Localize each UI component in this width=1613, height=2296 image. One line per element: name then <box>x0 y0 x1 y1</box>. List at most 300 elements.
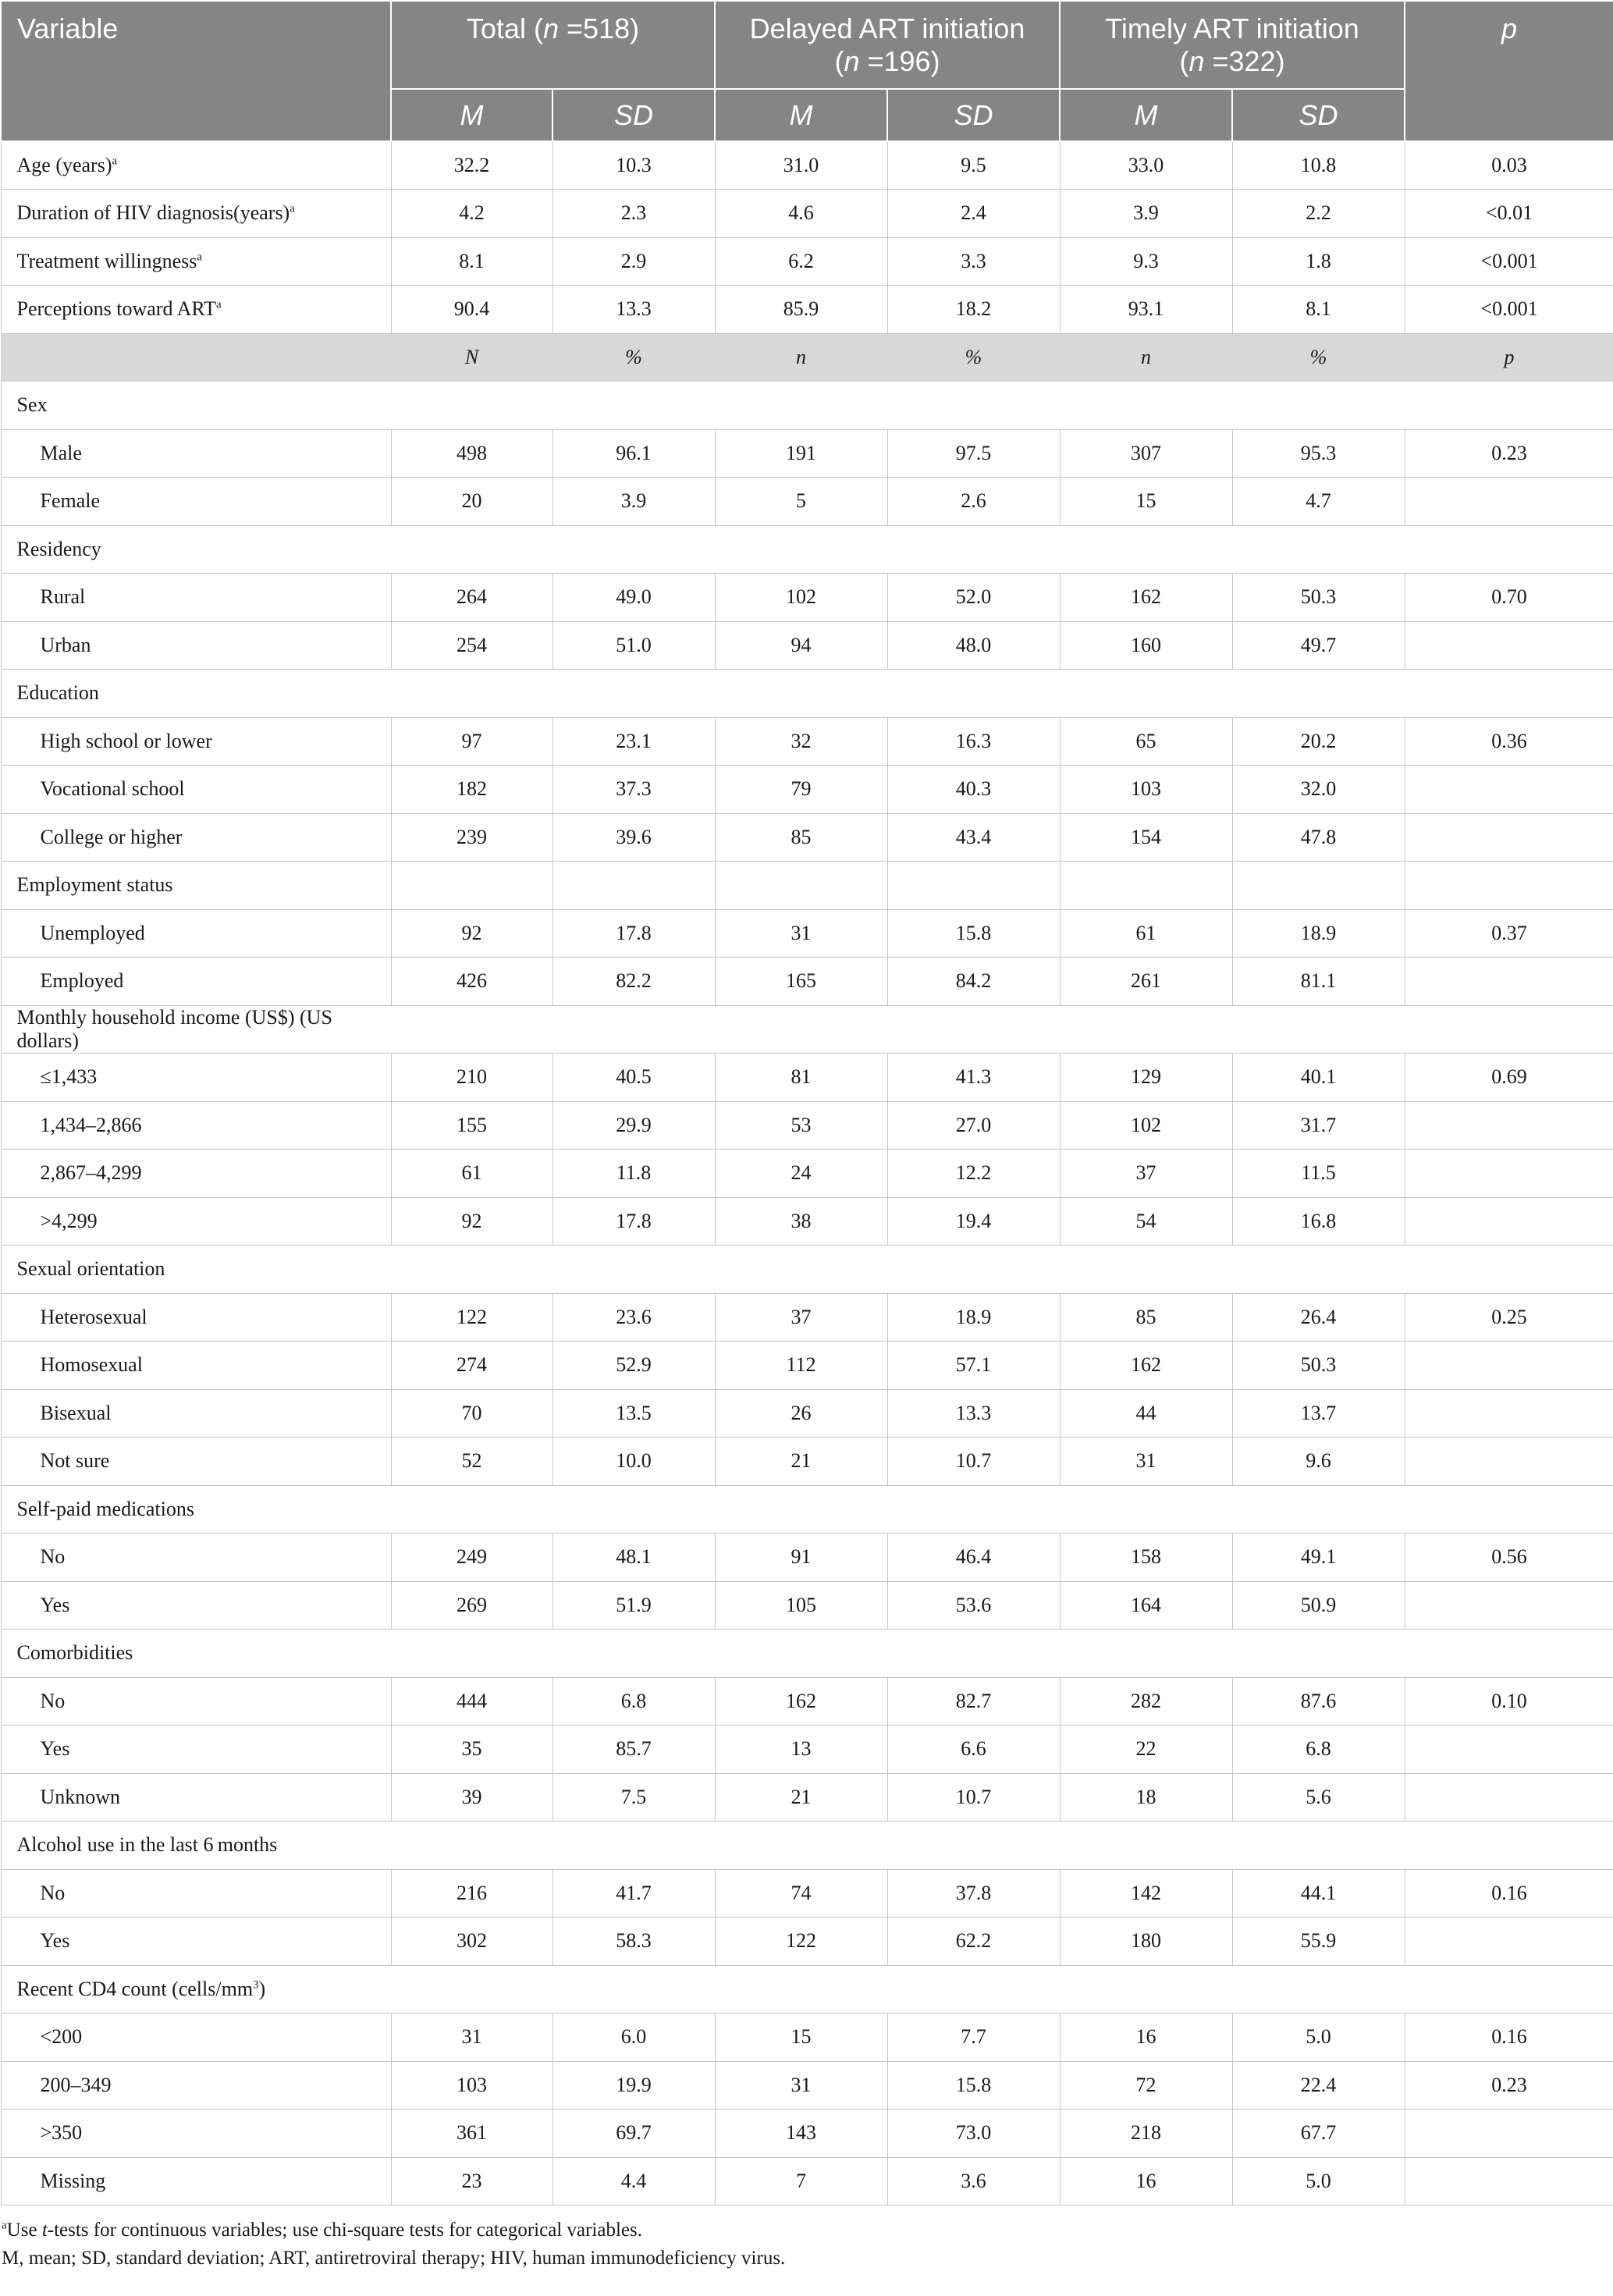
table-row <box>1 766 1613 814</box>
section-empty-cell <box>1405 670 1613 718</box>
cell-delayed-n: 37 <box>715 1293 887 1342</box>
row-label: Urban <box>1 621 391 670</box>
cell-timely-pct: 6.8 <box>1232 1726 1405 1774</box>
table-row <box>1 190 1613 238</box>
cell-timely-sd: 10.8 <box>1232 141 1405 190</box>
cell-total-n: 239 <box>391 813 552 862</box>
section-empty-cell <box>715 1005 887 1054</box>
cell-timely-pct: 26.4 <box>1232 1293 1405 1342</box>
section-empty-cell <box>1060 1822 1232 1870</box>
header-timely: Timely ART initiation (n =322) <box>1060 1 1405 89</box>
subheader-total-n: N <box>391 333 552 382</box>
section-empty-cell <box>552 382 715 430</box>
cell-delayed-n: 165 <box>715 958 887 1006</box>
cell-delayed-n: 85 <box>715 813 887 862</box>
cell-delayed-pct: 10.7 <box>887 1438 1060 1486</box>
cell-delayed-n: 21 <box>715 1773 887 1822</box>
cell-delayed-n: 105 <box>715 1581 887 1630</box>
cell-total-pct: 23.6 <box>552 1293 715 1342</box>
cell-p-value <box>1405 1150 1613 1198</box>
cell-delayed-sd: 9.5 <box>887 141 1060 190</box>
section-empty-cell <box>552 1630 715 1678</box>
section-empty-cell <box>887 1485 1060 1534</box>
cell-timely-n: 142 <box>1060 1869 1232 1917</box>
section-empty-cell <box>391 1485 552 1534</box>
cell-timely-pct: 81.1 <box>1232 958 1405 1006</box>
cell-delayed-pct: 48.0 <box>887 621 1060 670</box>
section-empty-cell <box>1232 382 1405 430</box>
cell-total-pct: 7.5 <box>552 1773 715 1822</box>
cell-total-n: 182 <box>391 766 552 814</box>
section-empty-cell <box>887 1630 1060 1678</box>
section-empty-cell <box>715 1822 887 1870</box>
cell-total-sd: 13.3 <box>552 286 715 334</box>
cell-timely-pct: 18.9 <box>1232 909 1405 958</box>
row-label: >4,299 <box>1 1197 391 1246</box>
row-label: Heterosexual <box>1 1293 391 1342</box>
cell-total-pct: 6.0 <box>552 2013 715 2062</box>
table-row <box>1 1101 1613 1150</box>
cell-p-value <box>1405 478 1613 526</box>
table-row <box>1 1054 1613 1102</box>
cell-delayed-m: 31.0 <box>715 141 887 190</box>
cell-timely-pct: 49.1 <box>1232 1534 1405 1582</box>
cell-delayed-pct: 73.0 <box>887 2109 1060 2158</box>
section-empty-cell <box>1060 1485 1232 1534</box>
cell-delayed-pct: 46.4 <box>887 1534 1060 1582</box>
cell-delayed-sd: 3.3 <box>887 237 1060 286</box>
cell-delayed-n: 74 <box>715 1869 887 1917</box>
cell-delayed-n: 24 <box>715 1150 887 1198</box>
section-empty-cell <box>1232 1630 1405 1678</box>
table-row <box>1 1773 1613 1822</box>
cell-total-pct: 19.9 <box>552 2061 715 2109</box>
section-empty-cell <box>887 1822 1060 1870</box>
cell-timely-n: 180 <box>1060 1917 1232 1966</box>
cell-delayed-pct: 10.7 <box>887 1773 1060 1822</box>
cell-total-pct: 13.5 <box>552 1389 715 1438</box>
section-row <box>1 1005 1613 1054</box>
cell-p-value <box>1405 1101 1613 1150</box>
section-row <box>1 1630 1613 1678</box>
row-label: Bisexual <box>1 1389 391 1438</box>
subheader-total-sd: SD <box>552 89 715 141</box>
cell-p-value <box>1405 1581 1613 1630</box>
section-title: Sex <box>1 382 391 430</box>
cell-timely-pct: 5.6 <box>1232 1773 1405 1822</box>
cell-p-value: 0.03 <box>1405 141 1613 190</box>
cell-timely-n: 61 <box>1060 909 1232 958</box>
cell-total-pct: 49.0 <box>552 574 715 622</box>
cell-delayed-pct: 41.3 <box>887 1054 1060 1102</box>
cell-delayed-pct: 43.4 <box>887 813 1060 862</box>
cell-total-pct: 23.1 <box>552 717 715 766</box>
cell-p-value: 0.25 <box>1405 1293 1613 1342</box>
cell-total-pct: 58.3 <box>552 1917 715 1966</box>
cell-delayed-pct: 27.0 <box>887 1101 1060 1150</box>
section-empty-cell <box>552 1485 715 1534</box>
row-label: Rural <box>1 574 391 622</box>
section-row <box>1 382 1613 430</box>
cell-total-sd: 2.9 <box>552 237 715 286</box>
cell-timely-n: 18 <box>1060 1773 1232 1822</box>
cell-p-value: 0.23 <box>1405 429 1613 478</box>
cell-timely-n: 16 <box>1060 2157 1232 2205</box>
row-label: No <box>1 1534 391 1582</box>
section-empty-cell <box>887 670 1060 718</box>
section-empty-cell <box>1405 1965 1613 2013</box>
cell-timely-n: 72 <box>1060 2061 1232 2109</box>
row-label: >350 <box>1 2109 391 2158</box>
row-label: 200–349 <box>1 2061 391 2109</box>
footnote-tests: $^a$Use t-tests for continuous variables; use chi-square tests for categorical variables. <box>2 2219 642 2241</box>
row-label: No <box>1 1677 391 1726</box>
section-empty-cell <box>1405 1630 1613 1678</box>
cell-total-n: 92 <box>391 909 552 958</box>
cell-p-value: 0.23 <box>1405 2061 1613 2109</box>
cell-total-n: 103 <box>391 2061 552 2109</box>
row-label: Missing <box>1 2157 391 2205</box>
section-empty-cell <box>1232 1822 1405 1870</box>
section-title: Residency <box>1 525 391 574</box>
cell-timely-pct: 32.0 <box>1232 766 1405 814</box>
table-row <box>1 478 1613 526</box>
cell-delayed-n: 13 <box>715 1726 887 1774</box>
cell-total-n: 23 <box>391 2157 552 2205</box>
table-row <box>1 1293 1613 1342</box>
cell-total-n: 210 <box>391 1054 552 1102</box>
cell-timely-n: 31 <box>1060 1438 1232 1486</box>
cell-delayed-n: 162 <box>715 1677 887 1726</box>
row-label: Yes <box>1 1581 391 1630</box>
row-label: Homosexual <box>1 1342 391 1390</box>
cell-delayed-pct: 62.2 <box>887 1917 1060 1966</box>
section-empty-cell <box>887 1246 1060 1294</box>
row-label: Perceptions toward ART$^a$ <box>1 286 391 334</box>
cell-p-value <box>1405 621 1613 670</box>
section-empty-cell <box>715 525 887 574</box>
table-row <box>1 2061 1613 2109</box>
cell-total-pct: 39.6 <box>552 813 715 862</box>
section-empty-cell <box>391 1246 552 1294</box>
cell-timely-n: 44 <box>1060 1389 1232 1438</box>
cell-delayed-n: 31 <box>715 909 887 958</box>
cell-total-pct: 41.7 <box>552 1869 715 1917</box>
cell-timely-pct: 11.5 <box>1232 1150 1405 1198</box>
section-empty-cell <box>715 1246 887 1294</box>
cell-total-m: 32.2 <box>391 141 552 190</box>
cell-p-value: 0.70 <box>1405 574 1613 622</box>
section-title: Alcohol use in the last 6 months <box>1 1822 391 1870</box>
table-row <box>1 1197 1613 1246</box>
cell-p-value: <0.001 <box>1405 237 1613 286</box>
cell-delayed-n: 32 <box>715 717 887 766</box>
cell-delayed-n: 143 <box>715 2109 887 2158</box>
cell-delayed-pct: 3.6 <box>887 2157 1060 2205</box>
cell-delayed-pct: 40.3 <box>887 766 1060 814</box>
cell-total-n: 35 <box>391 1726 552 1774</box>
cell-delayed-m: 6.2 <box>715 237 887 286</box>
cell-total-pct: 10.0 <box>552 1438 715 1486</box>
cell-total-m: 8.1 <box>391 237 552 286</box>
cell-total-pct: 37.3 <box>552 766 715 814</box>
cell-p-value: <0.01 <box>1405 190 1613 238</box>
section-empty-cell <box>552 525 715 574</box>
subheader-timely-sd: SD <box>1232 89 1405 141</box>
cell-timely-pct: 55.9 <box>1232 1917 1405 1966</box>
subheader-total-pct: % <box>552 333 715 382</box>
row-label: High school or lower <box>1 717 391 766</box>
cell-p-value <box>1405 813 1613 862</box>
section-empty-cell <box>715 670 887 718</box>
cell-timely-m: 93.1 <box>1060 286 1232 334</box>
row-label: 2,867–4,299 <box>1 1150 391 1198</box>
cell-delayed-pct: 2.6 <box>887 478 1060 526</box>
cell-timely-pct: 16.8 <box>1232 1197 1405 1246</box>
section-empty-cell <box>1060 382 1232 430</box>
header-p: p <box>1405 1 1613 141</box>
section-row <box>1 1822 1613 1870</box>
cell-timely-n: 162 <box>1060 574 1232 622</box>
section-empty-cell <box>887 1005 1060 1054</box>
cell-delayed-n: 31 <box>715 2061 887 2109</box>
cell-p-value <box>1405 1726 1613 1774</box>
cell-total-n: 274 <box>391 1342 552 1390</box>
cell-p-value <box>1405 958 1613 1006</box>
section-empty-cell <box>552 1005 715 1054</box>
cell-p-value <box>1405 1342 1613 1390</box>
cell-delayed-n: 112 <box>715 1342 887 1390</box>
cell-total-m: 4.2 <box>391 190 552 238</box>
table-row <box>1 1917 1613 1966</box>
cell-total-n: 70 <box>391 1389 552 1438</box>
cell-timely-pct: 5.0 <box>1232 2157 1405 2205</box>
cell-total-n: 92 <box>391 1197 552 1246</box>
cell-timely-pct: 67.7 <box>1232 2109 1405 2158</box>
cell-total-n: 444 <box>391 1677 552 1726</box>
cell-timely-n: 261 <box>1060 958 1232 1006</box>
cell-total-pct: 4.4 <box>552 2157 715 2205</box>
cell-total-n: 249 <box>391 1534 552 1582</box>
cell-delayed-pct: 16.3 <box>887 717 1060 766</box>
cell-delayed-pct: 18.9 <box>887 1293 1060 1342</box>
row-label: Duration of HIV diagnosis(years)$^a$ <box>1 190 391 238</box>
cell-timely-pct: 4.7 <box>1232 478 1405 526</box>
cell-delayed-n: 81 <box>715 1054 887 1102</box>
cell-delayed-pct: 15.8 <box>887 2061 1060 2109</box>
cell-delayed-pct: 52.0 <box>887 574 1060 622</box>
section-empty-cell <box>887 1965 1060 2013</box>
section-empty-cell <box>1060 1630 1232 1678</box>
cell-timely-n: 37 <box>1060 1150 1232 1198</box>
cell-total-n: 361 <box>391 2109 552 2158</box>
cell-total-n: 264 <box>391 574 552 622</box>
cell-delayed-n: 26 <box>715 1389 887 1438</box>
cell-total-pct: 11.8 <box>552 1150 715 1198</box>
cell-p-value <box>1405 2109 1613 2158</box>
cell-delayed-pct: 12.2 <box>887 1150 1060 1198</box>
section-empty-cell <box>552 862 715 910</box>
cell-timely-pct: 87.6 <box>1232 1677 1405 1726</box>
cell-timely-m: 9.3 <box>1060 237 1232 286</box>
table-row <box>1 1677 1613 1726</box>
cell-timely-n: 218 <box>1060 2109 1232 2158</box>
row-label: College or higher <box>1 813 391 862</box>
section-empty-cell <box>1232 1965 1405 2013</box>
section-empty-cell <box>391 862 552 910</box>
cell-total-pct: 85.7 <box>552 1726 715 1774</box>
cell-delayed-n: 94 <box>715 621 887 670</box>
cell-delayed-n: 79 <box>715 766 887 814</box>
cell-total-pct: 82.2 <box>552 958 715 1006</box>
cell-p-value: 0.36 <box>1405 717 1613 766</box>
row-label: Unknown <box>1 1773 391 1822</box>
cell-total-pct: 52.9 <box>552 1342 715 1390</box>
section-empty-cell <box>715 862 887 910</box>
section-title: Employment status <box>1 862 391 910</box>
section-empty-cell <box>715 1965 887 2013</box>
section-empty-cell <box>1232 1485 1405 1534</box>
section-empty-cell <box>1232 525 1405 574</box>
cell-timely-pct: 13.7 <box>1232 1389 1405 1438</box>
section-empty-cell <box>391 1005 552 1054</box>
cell-p-value: 0.10 <box>1405 1677 1613 1726</box>
row-label: Age (years)$^a$ <box>1 141 391 190</box>
cell-timely-pct: 50.9 <box>1232 1581 1405 1630</box>
table-row <box>1 909 1613 958</box>
row-label: Employed <box>1 958 391 1006</box>
table-row <box>1 1342 1613 1390</box>
cell-delayed-n: 15 <box>715 2013 887 2062</box>
cell-delayed-n: 7 <box>715 2157 887 2205</box>
table-row <box>1 813 1613 862</box>
cell-p-value: 0.69 <box>1405 1054 1613 1102</box>
cell-delayed-sd: 18.2 <box>887 286 1060 334</box>
cell-total-pct: 51.9 <box>552 1581 715 1630</box>
cell-p-value: <0.001 <box>1405 286 1613 334</box>
cell-timely-n: 162 <box>1060 1342 1232 1390</box>
cell-total-pct: 3.9 <box>552 478 715 526</box>
cell-total-pct: 6.8 <box>552 1677 715 1726</box>
cell-timely-n: 282 <box>1060 1677 1232 1726</box>
cell-p-value <box>1405 1438 1613 1486</box>
cell-delayed-sd: 2.4 <box>887 190 1060 238</box>
row-label: Female <box>1 478 391 526</box>
section-empty-cell <box>391 1965 552 2013</box>
row-label: <200 <box>1 2013 391 2062</box>
cell-timely-n: 307 <box>1060 429 1232 478</box>
section-empty-cell <box>1060 1246 1232 1294</box>
header-delayed: Delayed ART initiation (n =196) <box>715 1 1060 89</box>
cell-timely-pct: 50.3 <box>1232 574 1405 622</box>
table-row <box>1 1726 1613 1774</box>
section-title: Recent CD4 count $(cells/mm^3)$ <box>1 1965 391 2013</box>
cell-timely-n: 22 <box>1060 1726 1232 1774</box>
cell-p-value <box>1405 1917 1613 1966</box>
cell-timely-pct: 20.2 <box>1232 717 1405 766</box>
cell-total-n: 302 <box>391 1917 552 1966</box>
section-empty-cell <box>552 1965 715 2013</box>
subheader-delayed-m: M <box>715 89 887 141</box>
table-row <box>1 717 1613 766</box>
cell-p-value <box>1405 2157 1613 2205</box>
cell-total-pct: 17.8 <box>552 909 715 958</box>
cell-total-n: 426 <box>391 958 552 1006</box>
row-label: No <box>1 1869 391 1917</box>
section-empty-cell <box>1060 670 1232 718</box>
section-empty-cell <box>1060 862 1232 910</box>
table-row <box>1 2013 1613 2062</box>
cell-delayed-pct: 57.1 <box>887 1342 1060 1390</box>
section-empty-cell <box>715 382 887 430</box>
cell-timely-n: 129 <box>1060 1054 1232 1102</box>
row-label: Yes <box>1 1726 391 1774</box>
section-empty-cell <box>1060 1005 1232 1054</box>
section-empty-cell <box>1405 525 1613 574</box>
subheader-delayed-n: n <box>715 333 887 382</box>
section-empty-cell <box>391 525 552 574</box>
cell-timely-pct: 95.3 <box>1232 429 1405 478</box>
table-row <box>1 1438 1613 1486</box>
cell-timely-n: 158 <box>1060 1534 1232 1582</box>
cell-delayed-pct: 19.4 <box>887 1197 1060 1246</box>
cell-delayed-n: 5 <box>715 478 887 526</box>
cell-total-pct: 40.5 <box>552 1054 715 1102</box>
subheader-timely-pct: % <box>1232 333 1405 382</box>
cell-delayed-pct: 15.8 <box>887 909 1060 958</box>
section-empty-cell <box>715 1630 887 1678</box>
cell-timely-pct: 31.7 <box>1232 1101 1405 1150</box>
section-empty-cell <box>552 1822 715 1870</box>
cell-p-value <box>1405 766 1613 814</box>
cell-total-n: 254 <box>391 621 552 670</box>
footnote-abbreviations: M, mean; SD, standard deviation; ART, antiretroviral therapy; HIV, human immunodeficiency virus. <box>2 2248 786 2269</box>
section-empty-cell <box>715 1485 887 1534</box>
cell-delayed-n: 191 <box>715 429 887 478</box>
header-total: Total (n =518) <box>391 1 715 89</box>
section-empty-cell <box>887 862 1060 910</box>
cell-delayed-n: 53 <box>715 1101 887 1150</box>
categorical-subheader <box>1 333 1613 382</box>
cell-total-n: 498 <box>391 429 552 478</box>
row-label: Treatment willingness$^a$ <box>1 237 391 286</box>
cell-timely-n: 65 <box>1060 717 1232 766</box>
section-title: Comorbidities <box>1 1630 391 1678</box>
row-label: 1,434–2,866 <box>1 1101 391 1150</box>
section-empty-cell <box>1405 1822 1613 1870</box>
cell-total-n: 269 <box>391 1581 552 1630</box>
section-empty-cell <box>391 670 552 718</box>
cell-timely-n: 160 <box>1060 621 1232 670</box>
cell-total-n: 31 <box>391 2013 552 2062</box>
section-empty-cell <box>887 382 1060 430</box>
section-title: Education <box>1 670 391 718</box>
cell-timely-sd: 1.8 <box>1232 237 1405 286</box>
row-label: Not sure <box>1 1438 391 1486</box>
cell-timely-n: 103 <box>1060 766 1232 814</box>
subheader-total-m: M <box>391 89 552 141</box>
section-empty-cell <box>391 1630 552 1678</box>
table-row <box>1 1869 1613 1917</box>
cell-total-n: 61 <box>391 1150 552 1198</box>
section-empty-cell <box>1405 382 1613 430</box>
subheader-delayed-pct: % <box>887 333 1060 382</box>
section-row <box>1 525 1613 574</box>
cell-total-pct: 51.0 <box>552 621 715 670</box>
subheader-delayed-sd: SD <box>887 89 1060 141</box>
cell-total-n: 122 <box>391 1293 552 1342</box>
section-title: Monthly household income (US$) (US dollars) <box>1 1005 391 1054</box>
